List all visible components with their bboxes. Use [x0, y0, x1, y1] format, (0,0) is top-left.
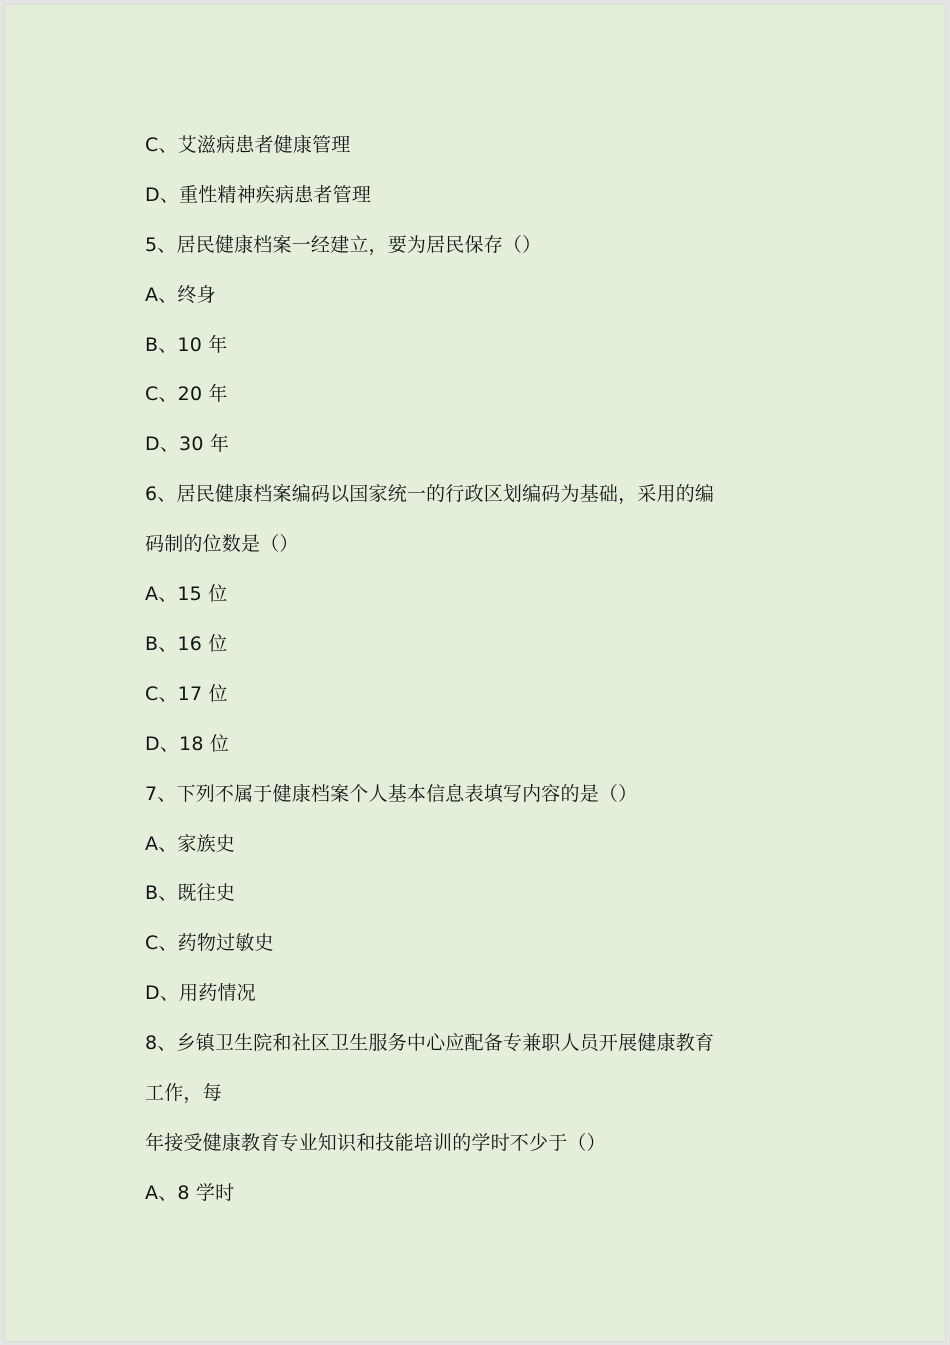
option-a-line: A、15 位 — [145, 583, 228, 605]
question-7-line: 7、下列不属于健康档案个人基本信息表填写内容的是（） — [145, 783, 638, 805]
option-b-line: B、既往史 — [145, 882, 236, 904]
option-c-line: C、17 位 — [145, 683, 228, 705]
question-8-line: 8、乡镇卫生院和社区卫生服务中心应配备专兼职人员开展健康教育 — [145, 1032, 715, 1054]
option-a-line: A、家族史 — [145, 833, 235, 855]
option-a-line: A、终身 — [145, 284, 216, 306]
option-c-line: C、20 年 — [145, 383, 228, 405]
question-6-continuation: 码制的位数是（） — [145, 533, 299, 555]
question-6-line: 6、居民健康档案编码以国家统一的行政区划编码为基础，采用的编 — [145, 483, 715, 505]
question-text — [5, 5, 945, 1341]
option-d-line: D、重性精神疾病患者管理 — [145, 184, 372, 206]
document-page — [4, 4, 946, 1342]
question-5-line: 5、居民健康档案一经建立，要为居民保存（） — [145, 234, 542, 256]
option-b-line: B、16 位 — [145, 633, 228, 655]
question-8-continuation: 年接受健康教育专业知识和技能培训的学时不少于（） — [145, 1132, 606, 1154]
option-c-line: C、药物过敏史 — [145, 932, 274, 954]
option-c-line: C、艾滋病患者健康管理 — [145, 134, 351, 156]
question-8-continuation: 工作，每 — [145, 1082, 222, 1104]
option-b-line: B、10 年 — [145, 334, 228, 356]
option-d-line: D、18 位 — [145, 733, 230, 755]
option-a-line: A、8 学时 — [145, 1182, 235, 1204]
option-d-line: D、用药情况 — [145, 982, 256, 1004]
option-d-line: D、30 年 — [145, 433, 230, 455]
